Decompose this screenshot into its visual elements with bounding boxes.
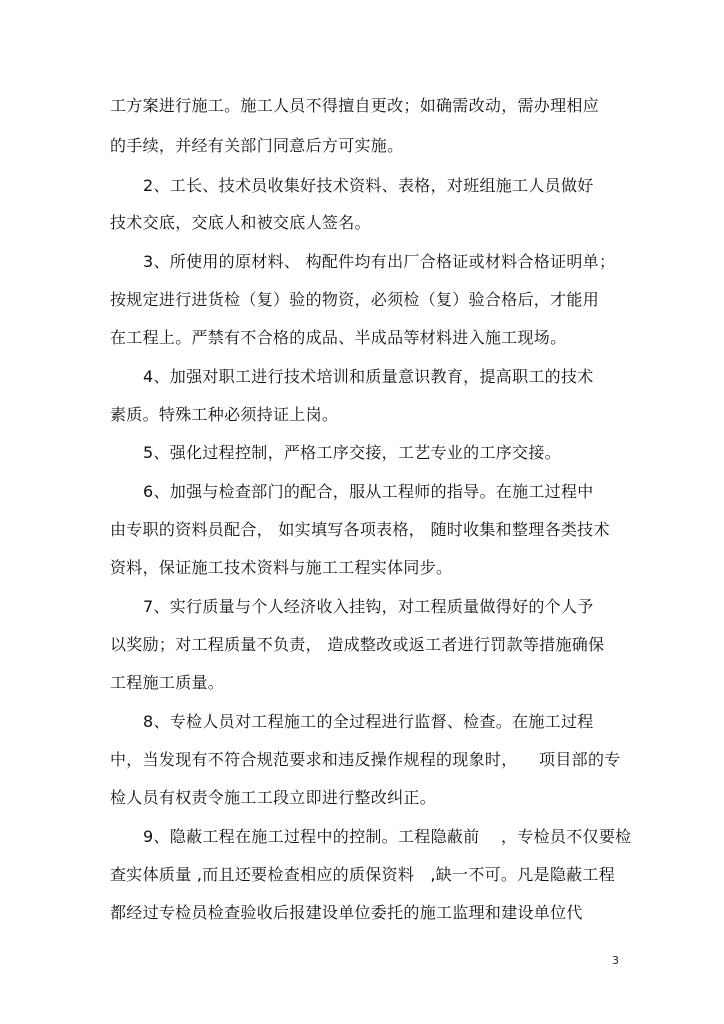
text-line: 5、强化过程控制，严格工序交接，工艺专业的工序交接。 <box>143 443 561 462</box>
page-number: 3 <box>612 954 619 967</box>
text-line: 技术交底，交底人和被交底人签名。 <box>110 213 371 232</box>
text-line: 都经过专检员检查验收后报建设单位委托的施工监理和建设单位代 <box>110 903 583 922</box>
text-line: 中，当发现有不符合规范要求和违反操作规程的现象时， 项目部的专 <box>110 750 621 769</box>
text-line: 4、加强对职工进行技术培训和质量意识教育，提高职工的技术 <box>143 367 594 386</box>
text-line: 由专职的资料员配合， 如实填写各项表格， 随时收集和整理各类技术 <box>110 520 610 539</box>
text-line: 3、所使用的原材料、 构配件均有出厂合格证或材料合格证明单； <box>143 252 616 271</box>
text-line: 2、工长、技术员收集好技术资料、表格，对班组施工人员做好 <box>143 176 594 195</box>
text-line: 9、隐蔽工程在施工过程中的控制。工程隐蔽前 ，专检员不仅要检 <box>143 827 632 846</box>
text-line: 8、专检人员对工程施工的全过程进行监督、检查。在施工过程 <box>143 712 594 731</box>
text-line: 的手续，并经有关部门同意后方可实施。 <box>110 136 404 155</box>
text-line: 6、加强与检查部门的配合，服从工程师的指导。在施工过程中 <box>143 482 594 501</box>
text-line: 按规定进行进货检（复）验的物资，必须检（复）验合格后，才能用 <box>110 290 600 309</box>
text-line: 工方案进行施工。施工人员不得擅自更改；如确需改动，需办理相应 <box>110 96 600 115</box>
text-line: 检人员有权责令施工工段立即进行整改纠正。 <box>110 788 437 807</box>
text-line: 工程施工质量。 <box>110 673 225 692</box>
text-line: 在工程上。严禁有不合格的成品、半成品等材料进入施工现场。 <box>110 328 567 347</box>
text-line: 查实体质量 ,而且还要检查相应的质保资料 ,缺一不可。凡是隐蔽工程 <box>110 865 616 884</box>
text-line: 7、实行质量与个人经济收入挂钩，对工程质量做得好的个人予 <box>143 597 594 616</box>
text-line: 资料，保证施工技术资料与施工工程实体同步。 <box>110 558 453 577</box>
text-line: 以奖励；对工程质量不负责， 造成整改或返工者进行罚款等措施确保 <box>110 635 605 654</box>
text-line: 素质。特殊工种必须持证上岗。 <box>110 405 339 424</box>
